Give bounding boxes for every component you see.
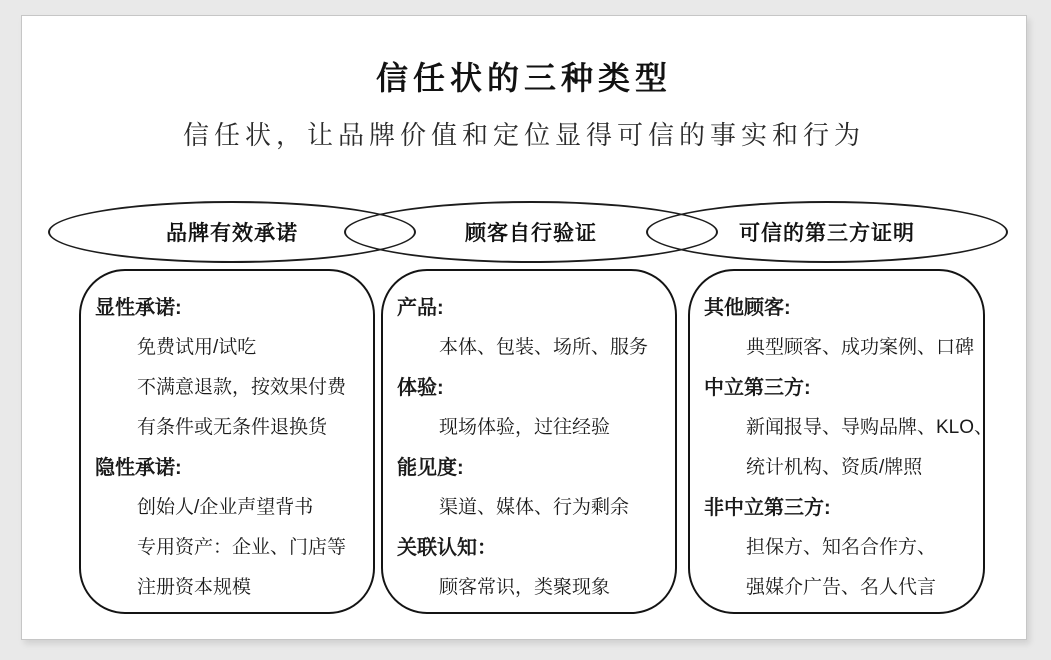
ellipse-third-party-proof [646, 201, 1008, 263]
section-heading: 中立第三方: [704, 377, 811, 399]
ellipse-customer-verification-label: 顾客自行验证 [465, 222, 597, 245]
box-third-party-proof [688, 269, 994, 614]
section-item: 免费试用/试吃 [137, 337, 257, 358]
section-item: 本体、包装、场所、服务 [439, 337, 649, 358]
section-heading: 显性承诺: [95, 297, 182, 319]
section-item: 创始人/企业声望背书 [137, 497, 314, 518]
section-item: 现场体验，过往经验 [439, 417, 611, 438]
section-item: 典型顾客、成功案例、口碑 [746, 337, 975, 358]
section-item: 统计机构、资质/牌照 [746, 457, 923, 478]
section-heading: 关联认知： [397, 537, 497, 559]
section-heading: 隐性承诺: [95, 457, 182, 479]
section-item: 注册资本规模 [137, 577, 252, 598]
diagram-subtitle: 信任状，让品牌价值和定位显得可信的事实和行为 [182, 121, 865, 151]
section-heading: 其他顾客: [704, 297, 791, 319]
section-item: 顾客常识，类聚现象 [439, 577, 611, 598]
section-heading: 体验: [397, 377, 444, 399]
section-heading: 非中立第三方: [704, 497, 831, 519]
diagram-card [21, 15, 1027, 640]
box-brand-commitment [79, 269, 375, 614]
section-item: 强媒介广告、名人代言 [746, 577, 937, 598]
section-item: 担保方、知名合作方、 [746, 537, 937, 558]
section-heading: 能见度: [397, 457, 464, 479]
section-item: 不满意退款，按效果付费 [137, 377, 347, 398]
section-item: 有条件或无条件退换货 [137, 417, 328, 438]
box-customer-verification [381, 269, 677, 614]
diagram-title: 信任状的三种类型 [375, 60, 672, 96]
section-item: 渠道、媒体、行为剩余 [439, 497, 630, 518]
ellipse-brand-commitment-label: 品牌有效承诺 [166, 222, 298, 245]
section-item: 专用资产：企业、门店等 [137, 537, 347, 558]
section-item: 新闻报导、导购品牌、KLO、 [746, 417, 994, 438]
section-heading: 产品: [397, 297, 444, 319]
ellipse-third-party-proof-label: 可信的第三方证明 [739, 222, 915, 245]
